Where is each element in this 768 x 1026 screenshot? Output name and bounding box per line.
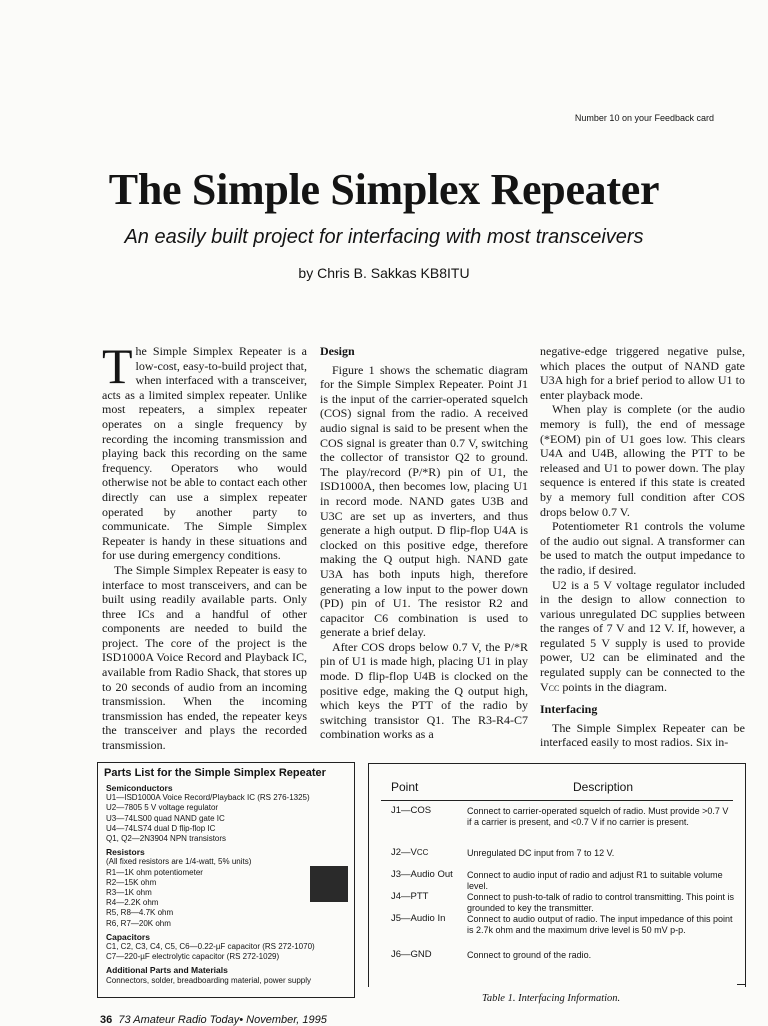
paragraph: U2 is a 5 V voltage regulator included in the design to allow connection to various unregulated DC supplies between the ranges of 7 V and 12 V. If, however, a regulated 5 V supply is used to provide power, U2 can be eliminated and the regulated supply can be connected to the VCC points in the diagram.	[540, 577, 745, 694]
description-cell: Connect to audio input of radio and adjust R1 to suitable volume level.	[467, 870, 723, 891]
parts-list-item: R3—1K ohm	[106, 888, 152, 898]
parts-list-item: (All fixed resistors are 1/4-watt, 5% units)	[106, 857, 252, 867]
paragraph: When play is complete (or the audio memory is full), the end of message (*EOM) pin of U1 goes low. This clears U4A and U4B, allowing the PTT to be released and U1 to power down. The play sequence is entered if this state is created by a memory full condition after COS drops below 0.7 V.	[540, 402, 745, 519]
magazine-name: 73 Amateur Radio Today	[118, 1014, 240, 1026]
description-cell: Connect to carrier-operated squelch of radio. Must provide >0.7 V if a carrier is present, and <0.7 V if no carrier is present.	[467, 806, 729, 827]
parts-list-item: C1, C2, C3, C4, C5, C6—0.22-µF capacitor (RS 272-1070)	[106, 942, 315, 952]
table-corner-mark	[737, 964, 746, 985]
point-cell: J4—PTT	[391, 891, 429, 902]
description-cell: Connect to audio output of radio. The input impedance of this point is 2.7k ohm and the maximum drive level is 50 mV p-p.	[467, 914, 733, 935]
parts-section-heading: Resistors	[106, 847, 145, 858]
interfacing-table	[368, 763, 746, 987]
point-cell: J1—COS	[391, 805, 432, 816]
article-subtitle: An easily built project for interfacing with most transceivers	[124, 226, 644, 248]
point-cell: J6—GND	[391, 949, 432, 960]
parts-photo	[310, 866, 348, 902]
article-column-1	[102, 338, 307, 753]
column-header-point: Point	[391, 780, 419, 794]
table-caption: Table 1. Interfacing Information.	[482, 993, 621, 1004]
issue-date: • November, 1995	[239, 1014, 327, 1026]
drop-cap: T	[102, 338, 133, 394]
parts-list-item: C7—220-µF electrolytic capacitor (RS 272-1029)	[106, 952, 280, 962]
parts-section-heading: Additional Parts and Materials	[106, 965, 228, 976]
parts-section-heading: Capacitors	[106, 931, 150, 942]
section-heading-design: Design	[320, 344, 355, 358]
paragraph: The Simple Simplex Repeater is a low-cost, easy-to-build project that, when interfaced with a transceiver, acts as a limited simplex repeater. Unlike most repeaters, a simplex repeater operates on a single frequency by recording the incoming transmission and playing back this recording on the same frequency. Operators who would otherwise not be able to contact each other directly can use a simplex repeater operated by another party to communicate. The Simple Simplex Repeater is handy in these situations and for use during emergency conditions.	[102, 338, 307, 563]
page-footer	[100, 1014, 327, 1026]
point-cell: J2—VCC	[391, 847, 429, 858]
paragraph: negative-edge triggered negative pulse, which places the output of NAND gate U3A high for a brief period to allow U1 to enter playback mode.	[540, 344, 745, 402]
description-cell: Unregulated DC input from 7 to 12 V.	[467, 848, 615, 858]
paragraph: Potentiometer R1 controls the volume of the audio out signal. A transformer can be used to match the output impedance to the radio, if desired.	[540, 519, 745, 577]
paragraph: After COS drops below 0.7 V, the P/*R pin of U1 is made high, placing U1 in play mode. D flip-flop U4B is clocked on the positive edge, making the Q output high, which keys the PTT of the radio by switching transistor Q1. The R3-R4-C7 combination works as a	[320, 639, 528, 742]
column-header-description: Description	[573, 780, 634, 794]
parts-section-heading: Semiconductors	[106, 783, 173, 793]
parts-list-item: R6, R7—20K ohm	[106, 918, 171, 928]
parts-list-title: Parts List for the Simple Simplex Repeater	[104, 767, 326, 779]
parts-list-item: Connectors, solder, breadboarding material, power supply	[106, 975, 312, 985]
parts-list-item: Q1, Q2—2N3904 NPN transistors	[106, 834, 227, 844]
parts-list-item: U3—74LS00 quad NAND gate IC	[106, 813, 225, 823]
paragraph: The Simple Simplex Repeater is easy to interface to most transceivers, and can be built using readily available parts. Only three ICs and a handful of other components are needed to build the project. The core of the project is the ISD1000A Voice Record and Playback IC, available from Radio Shack, that stores up to 20 seconds of audio from an incoming transmission. When the incoming transmission has ended, the repeater keys the transceiver and plays the recorded transmission.	[102, 562, 307, 753]
article-column-2	[320, 344, 528, 742]
description-cell: Connect to push-to-talk of radio to control transmitting. This point is grounded to key the transmitter.	[467, 892, 734, 913]
header-divider	[381, 800, 733, 801]
parts-list-item: R2—15K ohm	[106, 877, 157, 887]
parts-list-item: U2—7805 5 V voltage regulator	[106, 803, 219, 813]
parts-list-item: R4—2.2K ohm	[106, 898, 159, 908]
byline: by Chris B. Sakkas KB8ITU	[298, 265, 470, 281]
point-cell: J5—Audio In	[391, 913, 446, 924]
paragraph: Figure 1 shows the schematic diagram for the Simple Simplex Repeater. Point J1 is the input of the carrier-operated squelch (COS) signal from the radio. A received audio signal is said to be present when the COS signal is greater than 0.7 V, switching the collector of transistor Q2 to ground. The play/record (P/*R) pin of U1, the ISD1000A, then becomes low, placing U1 in record mode. NAND gates U3B and U3C are set up as inverters, and thus generate a high output. D flip-flop U4A is clocked on this positive edge, therefore making the Q output high. NAND gate U3A has both inputs high, therefore generating a low input to the power down (PD) pin of U1. The resistor R2 and capacitor C6 combination is used to generate a brief delay.	[320, 362, 528, 640]
page-number: 36	[100, 1014, 113, 1026]
paragraph: The Simple Simplex Repeater can be interfaced easily to most radios. Six in-	[540, 720, 745, 750]
parts-list-item: U4—74LS74 dual D flip-flop IC	[106, 823, 216, 833]
description-cell: Connect to ground of the radio.	[467, 950, 592, 960]
point-cell: J3—Audio Out	[391, 869, 453, 880]
parts-list-item: U1—ISD1000A Voice Record/Playback IC (RS 276-1325)	[106, 793, 310, 803]
feedback-note: Number 10 on your Feedback card	[574, 113, 714, 123]
section-heading-interfacing: Interfacing	[540, 702, 598, 717]
parts-list-item: R5, R8—4.7K ohm	[106, 908, 174, 918]
article-title: The Simple Simplex Repeater	[108, 165, 660, 214]
parts-list-item: R1—1K ohm potentiometer	[106, 867, 203, 877]
article-column-3	[540, 344, 745, 750]
